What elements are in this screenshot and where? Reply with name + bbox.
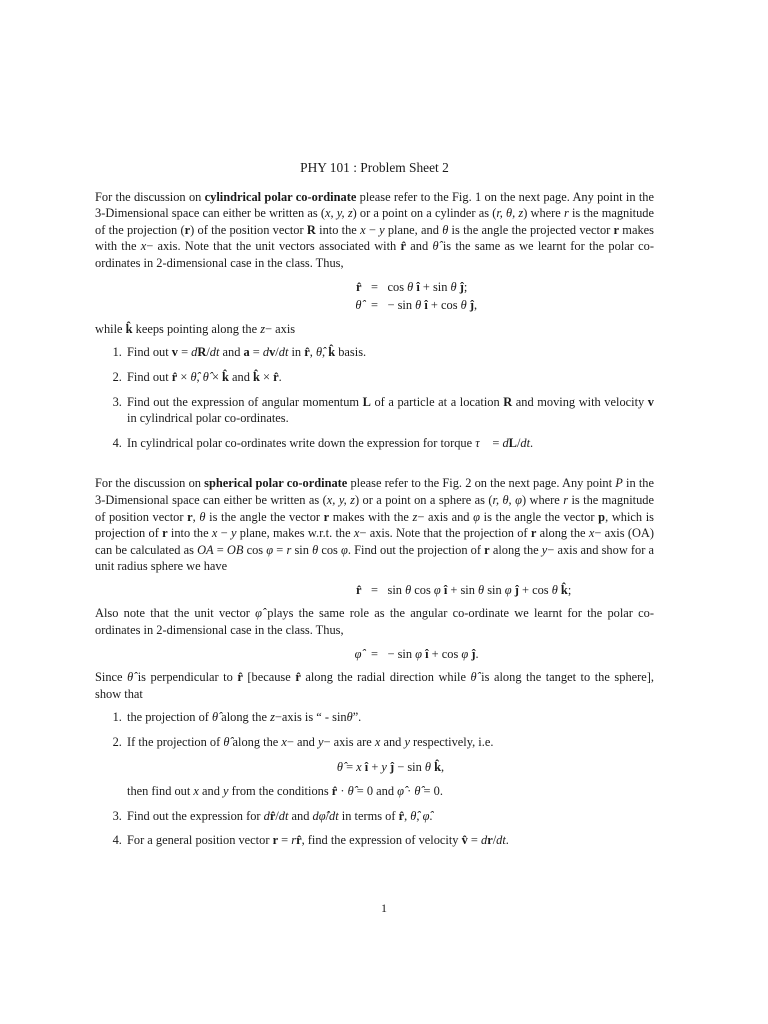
item-text: then find out x and y from the conditions r̂ · θ̂ = 0 and φ̂ · θ̂ = 0.	[127, 784, 443, 799]
spherical-question-list	[95, 709, 654, 849]
eq-rhs: sin θ cos φ î + sin θ sin φ ĵ + cos θ k̂;	[387, 582, 572, 597]
list-item: 3. Find out the expression of angular momentum L of a particle at a location R and moving with velocity v in cylindrical polar co-ordinates.	[125, 394, 654, 427]
page-number: 1	[381, 901, 387, 915]
list-item: 1. Find out v = dR/dt and a = dv/dt in r̂, θ̂, k̂ basis.	[125, 344, 654, 361]
eq-lhs: θ̂	[355, 298, 362, 313]
eq-sign: =	[371, 646, 378, 661]
eq-lhs: r̂	[356, 582, 362, 597]
eq-rhs: cos θ î + sin θ ĵ;	[387, 279, 468, 294]
cylindrical-question-list	[95, 344, 654, 451]
equation-theta-hat	[95, 297, 654, 314]
eq-sign: =	[371, 582, 378, 597]
list-item: 4. For a general position vector r = rr̂, find the expression of velocity v̂ = dr/dt.	[125, 832, 654, 849]
eq-sign: =	[371, 279, 378, 294]
eq-lhs: r̂	[356, 279, 362, 294]
eq-lhs: φ̂	[354, 646, 362, 661]
spherical-intro: For the discussion on spherical polar co-ordinate please refer to the Fig. 2 on the next page. Any point P in the 3-Dimensional space can either be written as (x, y, z) or a point on a sphere as (r, θ, φ) where r is the magnitude of position vector r, θ is the angle the vector r makes with the z− axis and φ is the angle the vector p, which is projection of r into the x − y plane, makes w.r.t. the x− axis. Note that the projection of r along the x− axis (OA) can be calculated as OA = OB cos φ = r sin θ cos φ. Find out the projection of r along the y− axis and show for a unit radius sphere we have	[95, 476, 655, 574]
cylindrical-intro: For the discussion on cylindrical polar co-ordinate please refer to the Fig. 1 on the next page. Any point in the 3-Dimensional space can either be written as (x, y, z) or a point on a cylinder as (r, θ, z) where r is the magnitude of the projection (r) of the position vector R into the x − y plane, and θ is the angle the projected vector r makes with the x− axis. Note that the unit vectors associated with r̂ and θ̂ is the same as we learnt for the polar co-ordinates in 2-dimensional case in the class. Thus,	[95, 189, 655, 270]
theta-perpendicular-note: Since θ̂ is perpendicular to r̂ [because r̂ along the radial direction while θ̂ is along the tanget to the sphere], show that	[95, 670, 654, 701]
phi-hat-note: Also note that the unit vector φ̂ plays the same role as the angular co-ordinate we learnt for the polar co-ordinates in 2-dimensional case in the class. Thus,	[95, 606, 654, 638]
page-content	[95, 160, 654, 857]
eq-rhs: − sin θ î + cos θ ĵ,	[387, 298, 478, 313]
theta-hat-equation: θ̂ = x î + y ĵ − sin θ k̂,	[336, 759, 445, 774]
list-item: 3. Find out the expression for dr̂/dt and dφ̂/dt in terms of r̂, θ̂, φ̂.	[125, 808, 654, 825]
eq-rhs: − sin φ î + cos φ ĵ.	[387, 646, 479, 661]
item-text: If the projection of θ̂ along the x− and y− axis are x and y respectively, i.e.	[127, 735, 494, 750]
page-title: PHY 101 : Problem Sheet 2	[300, 160, 449, 175]
list-item: 1. the projection of θ̂ along the z−axis is “ - sinθ”.	[125, 709, 654, 726]
k-hat-note: while k̂ keeps pointing along the z− axis	[95, 321, 296, 336]
equation-phi-hat	[95, 646, 654, 663]
list-item	[125, 734, 654, 800]
list-item: 2. Find out r̂ × θ̂, θ̂ × k̂ and k̂ × r̂.	[125, 369, 654, 386]
list-item: 4. In cylindrical polar co-ordinates write down the expression for torque τ⃗ = dL/dt.	[125, 435, 654, 452]
equation-r-hat	[95, 279, 654, 296]
equation-r-hat-spherical	[95, 582, 654, 599]
eq-sign: =	[371, 298, 378, 313]
